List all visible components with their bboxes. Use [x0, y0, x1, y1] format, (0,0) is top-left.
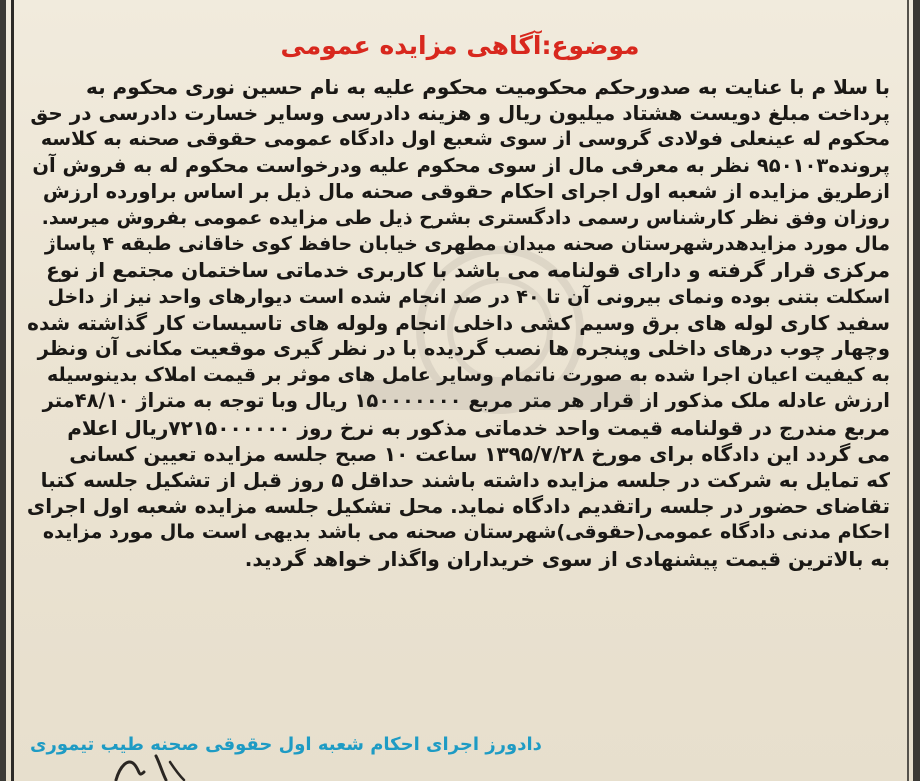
notice-title: موضوع:آگاهی مزایده عمومی [280, 31, 640, 60]
notice-line: احکام مدنی دادگاه عمومی(حقوقی)شهرستان صحنه می باشد بدیهی است مال مورد مزایده [42, 521, 890, 544]
notice-line: مال مورد مزایدهدرشهرستان صحنه میدان مطهری خیابان حافظ کوی خاقانی طبقه ۴ پاساژ [44, 233, 890, 256]
notice-line: پرونده۹۵۰۱۰۳ نظر به معرفی مال از سوی محکوم علیه ودرخواست محکوم له به فروش آن [32, 153, 890, 177]
handwritten-signature-mark [108, 752, 188, 781]
notice-line: پرداخت مبلغ دویست هشتاد میلیون ریال و هزینه دادرسی وسایر خسارت دادرسی در حق [30, 101, 890, 126]
notice-line: به بالاترین قیمت پیشنهادی از سوی خریداران واگذار خواهد گردید. [244, 546, 890, 571]
notice-body [26, 74, 890, 572]
notice-line: روزان وفق نظر کارشناس رسمی دادگستری بشرح ذیل طی مزایده عمومی بفروش میرسد. [41, 207, 890, 230]
notice-line: تقاضای حضور در جلسه راتقدیم دادگاه نماید. محل تشکیل جلسه مزایده شعبه اول اجرای [26, 494, 890, 519]
notice-line: سفید کاری لوله های برق وسیم کشی داخلی انجام ولوله های تاسیسات کار گذاشته شده [27, 310, 890, 335]
notice-line: ازطریق مزایده از شعبه اول اجرای احکام حقوقی صحنه مال ذیل بر اساس براورده ارزش [42, 179, 890, 203]
notice-line: ارزش عادله ملک مذکور از قرار هر متر مربع ۱۵۰۰۰۰۰۰۰ ریال وبا توجه به متراژ ۴۸/۱۰متر [42, 389, 890, 413]
notice-line: مربع مندرج در قولنامه قیمت واحد خدماتی مذکور به نرخ روز ۷۲۱۵۰۰۰۰۰۰ریال اعلام [67, 415, 890, 440]
notice-line: وچهار چوب درهای داخلی وپنجره ها نصب گردیده با در نظر گیری موقعیت مکانی آن ونظر [37, 337, 890, 361]
right-border-line [907, 0, 909, 781]
notice-line: به کیفیت اعیان اجرا شده به صورت ناتمام وسایر عامل های موثر بر قیمت املاک بدینوسیله [47, 364, 890, 387]
notice-line: محکوم له عینعلی فولادی گروسی از سوی شعبع اول دادگاه عمومی حقوقی صحنه به کلاسه [40, 128, 890, 151]
notice-line: که تمایل به شرکت در جلسه مزایده داشته باشند حداقل ۵ روز قبل از تشکیل جلسه کتبا [40, 468, 890, 493]
notice-line: با سلا م با عنایت به صدورحکم محکومیت محکوم علیه به نام حسین نوری محکوم به [85, 75, 890, 99]
notice-line: اسکلت بتنی بوده ونمای بیرونی آن تا ۴۰ در صد انجام شده است دیوارهای واحد نیز از داخل [47, 285, 890, 308]
left-border [0, 0, 6, 781]
signature-line: دادورز اجرای احکام شعبه اول حقوقی صحنه طیب تیموری [30, 734, 542, 755]
notice-line: مرکزی قرار گرفته و دارای قولنامه می باشد با کاربری خدماتی ساختمان مجتمع از نوع [46, 258, 890, 283]
left-border-line [11, 0, 14, 781]
right-border [913, 0, 920, 781]
notice-line: می گردد این دادگاه برای مورخ ۱۳۹۵/۷/۲۸ ساعت ۱۰ صبح جلسه مزایده تعیین کسانی [69, 441, 890, 466]
